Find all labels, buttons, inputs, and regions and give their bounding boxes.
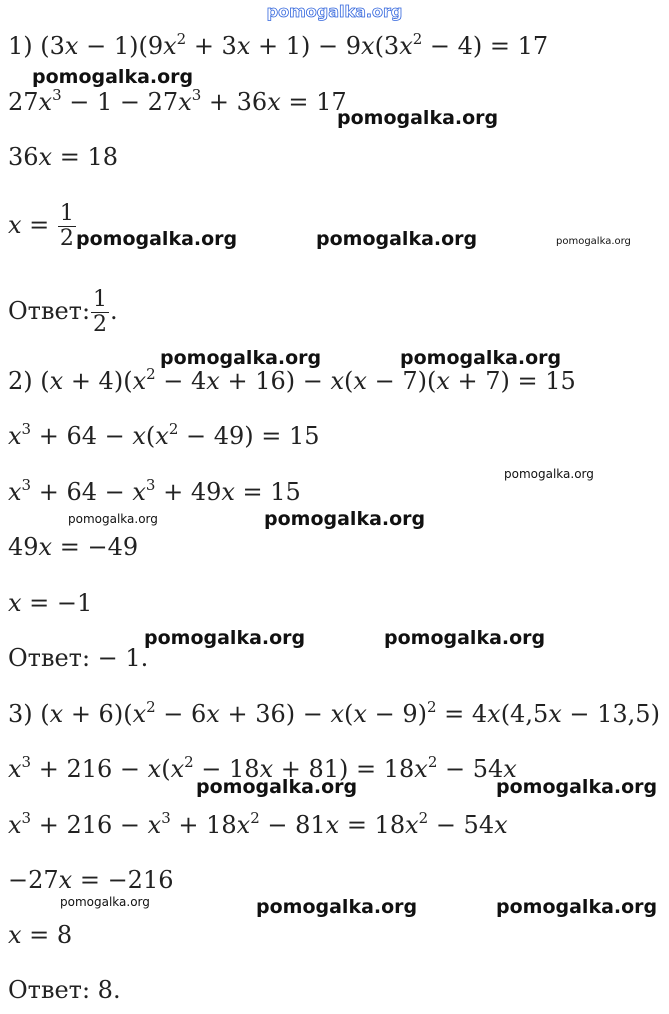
problem-3-answer-value: 8. <box>97 976 121 1004</box>
answer-label: Ответ: <box>8 976 91 1004</box>
watermark: pomogalka.org <box>316 228 478 250</box>
problem-2-answer <box>8 644 148 672</box>
problem-2-equation: 2) $(x + 4)(x^2 - 4x + 16) - x(x - 7)(x + 7) = 15$ <box>8 365 576 395</box>
watermark: pomogalka.org <box>196 776 358 798</box>
watermark: pomogalka.org <box>504 467 594 481</box>
watermark: pomogalka.org <box>337 107 499 129</box>
problem-1-equation: 1) $(3x - 1)(9x^2 + 3x + 1) - 9x(3x^2 - 4) = 17$ <box>8 30 549 60</box>
problem-1-fraction: $\frac{1}{2}$ <box>59 201 74 251</box>
watermark: pomogalka.org <box>384 627 546 649</box>
problem-2-step-3: 49x = −49 <box>8 533 139 561</box>
problem-2-number: 2) <box>8 367 33 395</box>
header-watermark: pomogalka.org <box>266 2 403 21</box>
watermark: pomogalka.org <box>60 895 150 909</box>
problem-1-answer: Ответ: $\frac{1}{2}$ . <box>8 287 118 337</box>
answer-label: Ответ: <box>8 644 91 672</box>
problem-3-step-2: $x^3 + 216 - x^3 + 18x^2 - 81x = 18x^2 - 54x$ <box>8 809 508 839</box>
problem-1-step-3: x = $\frac{1}{2}$ <box>8 201 74 251</box>
watermark: pomogalka.org <box>76 228 238 250</box>
watermark: pomogalka.org <box>556 236 631 247</box>
problem-3-step-1: $x^3 + 216 - x(x^2 - 18x + 81) = 18x^2 - 54x$ <box>8 753 517 783</box>
problem-1-step-2: 36x = 18 <box>8 143 118 171</box>
problem-2-step-2: $x^3 + 64 - x^3 + 49x = 15$ <box>8 476 301 506</box>
problem-3-step-4: x = 8 <box>8 921 73 949</box>
problem-1-step-1: $27x^3 - 1 - 27x^3 + 36x = 17$ <box>8 86 347 116</box>
problem-1-number: 1) <box>8 32 33 60</box>
problem-2-answer-value: − 1. <box>97 644 149 672</box>
problem-3-equation: 3) $(x + 6)(x^2 - 6x + 36) - x(x - 9)^2 = 4x(4,5x - 13,5)$ <box>8 698 660 728</box>
watermark: pomogalka.org <box>256 896 418 918</box>
problem-3-answer <box>8 976 121 1004</box>
answer-label: Ответ: <box>8 297 91 325</box>
watermark: pomogalka.org <box>400 347 562 369</box>
watermark: pomogalka.org <box>32 66 194 88</box>
problem-2-step-4: x = −1 <box>8 589 93 617</box>
watermark: pomogalka.org <box>496 896 658 918</box>
problem-3-number: 3) <box>8 700 33 728</box>
problem-3-step-3: −27x = −216 <box>8 866 174 894</box>
watermark: pomogalka.org <box>160 347 322 369</box>
problem-2-step-1: $x^3 + 64 - x(x^2 - 49) = 15$ <box>8 420 320 450</box>
problem-1-answer-fraction: $\frac{1}{2}$ <box>93 287 108 337</box>
watermark: pomogalka.org <box>264 508 426 530</box>
watermark: pomogalka.org <box>68 512 158 526</box>
watermark: pomogalka.org <box>144 627 306 649</box>
watermark: pomogalka.org <box>496 776 658 798</box>
